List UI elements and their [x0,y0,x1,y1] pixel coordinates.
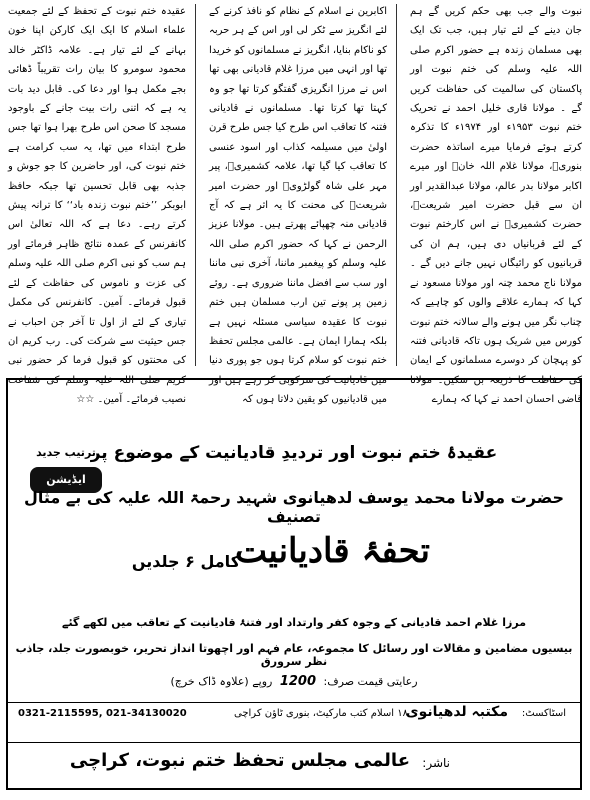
article-column-2: اکابرین نے اسلام کے نظام کو نافذ کرنے کے لئے انگریز سے ٹکر لی اور اس کے ہر حربہ کو ناکام بنایا، انگریز نے مسلمانوں کو خریدا تھا اور انہی میں مرزا غلام قادیانی بھی تھا اس نے مرزا انگریزی گفتگو کرتا تھا جو وہ کہتا تھا کرتا تھا۔ مسلمانوں نے قادیانی فتنہ کا تعاقب اس طرح کیا جس طرح قرن اولیٰ میں مسیلمہ کذاب اور اسود عنسی کا تعاقب کیا گیا تھا، علامہ کشمیریؒ، پیر مہر علی شاہ گولڑویؒ اور حضرت امیر شریعتؒ کی محنت کا یہ اثر ہے کہ آج قادیانی منہ چھپائے پھرتے ہیں۔ مولانا عزیز الرحمن نے کہا کہ حضور اکرم صلی اللہ علیہ وسلم کو پیغمبر ماننا، آخری نبی ماننا اور سب سے افضل ماننا ضروری ہے۔ روئے زمین پر پونے تین ارب مسلمان ہیں ختم نبوت کا عقیدہ سیاسی مسئلہ نہیں ہے بلکہ ہمارا ایمان ہے۔ عالمی مجلس تحفظ ختم نبوت کو سلام کرتا ہوں جو پوری دنیا میں قادیانیت کی سرکوبی کر رہے ہیں اور میں قادیانیوں کو یقین دلاتا ہوں کہ [209,6,387,406]
article-column-3: عقیدہ ختم نبوت کے تحفظ کے لئے جمعیت علماء اسلام کا ایک ایک کارکن اپنا خون بہانے کے لئے تیار ہے۔ علامہ ڈاکٹر خالد محمود سومرو کا بیان رات تقریباً ڈھائی بجے مکمل ہوا اور دعا کی۔ قابل دید بات یہ ہے کہ اتنی رات بیت جانے کے باوجود مسجد کا صحن اس طرح بھرا ہوا تھا جس طرح ابتداء میں تھا، یہ سب کرامت ہے ختم نبوت کی، اور حاضرین کا جو جوش و جذبہ بھی قابل تحسین تھا جبکہ حافظ ابوبکر ’’ختم نبوت زندہ باد‘‘ کا ترانہ پیش کرتے رہے۔ دعا ہے کہ اللہ تعالیٰ اس کانفرنس کے عمدہ نتائج ظاہر فرمائے اور ہم سب کو نبی اکرم صلی اللہ علیہ وسلم کی عزت و ناموس کی حفاظت کے لئے قبول فرمائے۔ آمین۔ کانفرنس کی مکمل تیاری کے لئے از اول تا آخر جن احباب نے جس حیثیت سے شرکت کی۔ رب کریم ان کی محنتوں کو قبول فرما کر حضور نبی کریم صلی اللہ علیہ وسلم کی شفاعت نصیب فرمائے۔ آمین۔ ☆☆ [8,6,186,406]
ad-description-line2: بیسیوں مضامین و مقالات اور رسائل کا مجموعہ، عام فہم اور اچھوتا انداز تحریر، خوبصورت جلد، جاذب نظر سرورق [15,642,573,668]
edition-badge-line2: ایڈیشن [30,467,102,493]
ad-topic-line: عقیدۂ ختم نبوت اور تردیدِ قادیانیت کے موضوع پر [90,443,498,463]
article-column-1: نبوت والے جب بھی حکم کریں گے ہم جان دینے کے لئے تیار ہیں، جب تک ایک بھی مسلمان زندہ ہے حضور اکرم صلی اللہ علیہ وسلم کی ختم نبوت اور پاکستان کی سالمیت کی حفاظت کریں گے ۔ مولانا قاری خلیل احمد نے تحریک ختم نبوت ۱۹۵۳ء اور ۱۹۷۴ء کا تذکرہ کرتے ہوئے فرمایا میرے اساتذہ حضرت بنوریؒ، مولانا غلام اللہ خانؒ اور میرے اکابر مولانا بدر عالم، مولانا عبدالقدیر اور ان سے قبل حضرت امیر شریعتؒ، حضرت کشمیریؒ نے اس کارختم نبوت کے لئے قربانیاں دی ہیں، ہم ان کی قربانیوں کو رائیگاں نہیں جانے دیں گے ۔ مولانا ناج محمد چنہ اور مولانا مسعود نے کہا کہ ہمارے علاقے والوں کو چاہیے کہ چناب نگر میں ہونے والے سالانہ ختم نبوت کورس میں شریک ہوں تاکہ قادیانی فتنہ کو پہچان کر دوسرے مسلمانوں کے ایمان کی حفاظت کا ذریعہ بن سکیں۔ مولانا قاضی احسان احمد نے کہا کہ ہمارے [410,6,583,406]
stockist-row [8,702,580,742]
column-divider [195,4,196,366]
publisher-name: عالمی مجلس تحفظ ختم نبوت، کراچی [69,750,410,771]
stockist-address: ۱۸ اسلام کتب مارکیٹ، بنوری ٹاؤن کراچی [234,708,408,719]
stockist-name: مکتبہ لدھیانوی [405,704,508,720]
publisher-row [8,742,580,786]
price-unit: روپے [252,675,273,688]
stockist-phones: 0321-2115595, 021-34130020 [18,708,187,719]
price-row [8,674,580,689]
volume-count: کامل ۶ جلدیں [131,552,240,571]
publisher-label: ناشر: [422,756,450,770]
price-note: (علاوہ ڈاک خرچ) [170,675,249,688]
edition-badge-line1: ترتیب جدید [36,446,96,459]
column-divider [396,4,397,366]
book-advertisement [6,378,582,790]
price-amount: 1200 [279,674,317,689]
book-title: تحفۂ قادیانیت [234,531,430,571]
book-title-block [8,530,580,590]
ad-description-line1: مرزا غلام احمد قادیانی کے وجوہ کفر وارتداد اور فتنۂ قادیانیت کے تعاقب میں لکھے گئے [62,616,526,629]
stockist-label: اسٹاکسٹ: [521,708,566,719]
article-columns [8,0,583,406]
price-label: رعایتی قیمت صرف: [323,675,418,688]
ad-author-line: حضرت مولانا محمد یوسف لدھیانوی شہید رحمۃ اللہ علیہ کی بے مثال تصنیف [24,488,564,526]
